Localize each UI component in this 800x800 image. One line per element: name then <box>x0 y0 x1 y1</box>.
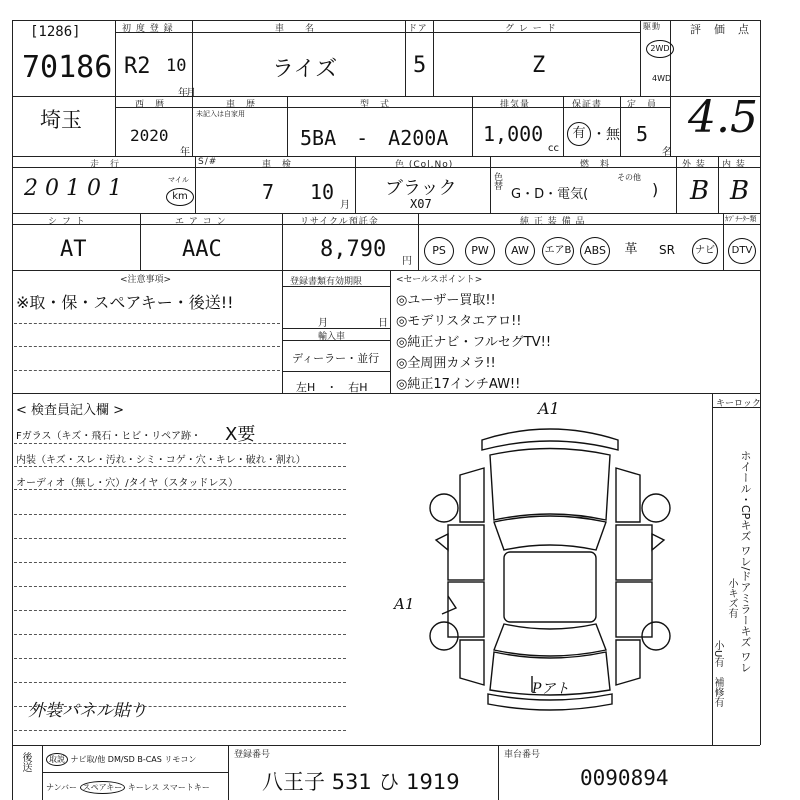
equip-dtv: DTV <box>728 238 756 264</box>
keylock-side-col2: 小キズ有 <box>726 578 737 618</box>
equip-airbag: エアB <box>542 237 574 265</box>
ac-value: AAC <box>182 237 222 262</box>
inspector-line-audio: オーディオ（無し・穴）/タイヤ（スタッドレス） <box>16 478 239 489</box>
handover-manual: 取説 <box>46 753 68 766</box>
capacity-label: 定 員 <box>627 100 658 110</box>
model-label: 型 式 <box>360 100 391 110</box>
color-code: X07 <box>410 197 432 211</box>
interior-grade: B <box>730 176 750 206</box>
plate-number: 八王子 531 ひ 1919 <box>262 770 460 794</box>
equip-navi: ナビ <box>692 238 718 264</box>
equip-sr: SR <box>659 243 675 257</box>
mileage-unit-km: km <box>166 188 194 206</box>
model-code: 5BA - A200A <box>300 126 449 150</box>
chassis-label: 車 歴 <box>226 100 257 110</box>
equip-pw: PW <box>465 237 495 265</box>
score-label: 評 価 点 <box>690 23 750 36</box>
handover-navi: ナビ取/他 <box>70 755 106 764</box>
equip-leather: 革 <box>624 242 638 257</box>
lot-small: [1286] <box>30 24 81 40</box>
registration-label: 登録書類有効期限 <box>290 277 363 287</box>
inspector-line-interior: 内装（キズ・スレ・汚れ・シミ・コゲ・穴・キレ・破れ・割れ） <box>16 455 306 466</box>
sales-point-3: ◎純正ナビ・フルセグTV!! <box>396 335 552 350</box>
ac-label: エ ア コ ン <box>175 217 227 227</box>
diagram-mark-side: A1 <box>394 595 415 613</box>
handover-spare-key: スペアキー <box>80 781 126 794</box>
warranty-label: 保証書 <box>572 100 603 110</box>
grade-value: Z <box>532 53 546 78</box>
color-name: ブラック <box>385 178 457 199</box>
chassis-number: 0090894 <box>580 766 669 790</box>
exterior-label: 外 装 <box>682 160 706 170</box>
chassis-note: 未記入は自家用 <box>196 110 245 118</box>
score-value: 4.5 <box>688 92 758 143</box>
sales-point-4: ◎全周囲カメラ!! <box>396 356 496 371</box>
mileage-label: 走 行 <box>90 160 121 170</box>
inspection-month-unit: 月 <box>340 200 350 211</box>
recycle-fee: 8,790 <box>320 237 387 262</box>
keylock-side-col3: 小U有 補修有 <box>712 640 723 708</box>
doors-label: ドア <box>408 24 428 34</box>
handover-keyless: キーレス <box>127 783 160 792</box>
sales-points-label: <セールスポイント> <box>396 275 483 285</box>
equip-ps: PS <box>424 237 454 265</box>
equip-abs: ABS <box>580 237 610 265</box>
mileage-value: 2 0 1 0 1 <box>24 176 122 201</box>
inspection-label: 車 検 <box>262 160 293 170</box>
recycle-label: リサイクル預託金 <box>300 217 379 227</box>
fuel-options: G・D・電気( <box>511 187 589 202</box>
import-type: ディーラー・並行 <box>292 352 380 365</box>
fuel-other: その他 <box>617 173 641 182</box>
month-unit: 月 <box>186 88 196 99</box>
drive-4wd: 4WD <box>652 74 672 83</box>
interior-label: 内 装 <box>722 160 746 170</box>
shift-label: シ フ ト <box>48 217 86 227</box>
displacement-label: 排気量 <box>500 100 531 110</box>
first-reg-label: 初 度 登 録 <box>122 24 174 34</box>
exterior-panel-note: 外装パネル貼り <box>28 701 147 721</box>
sales-point-2: ◎モデリスタエアロ!! <box>396 314 522 329</box>
drive-2wd: 2WD <box>646 40 674 58</box>
handover-dm: DM/SD <box>107 755 135 764</box>
western-year: 2020 <box>130 126 169 145</box>
color-label: 色 (Col.No) <box>395 160 454 170</box>
warranty-yes: 有 <box>567 122 591 146</box>
inspector-line-glass: Fガラス（キズ・飛石・ヒビ・リペア跡・ <box>16 431 202 442</box>
year-unit-2: 年 <box>180 147 190 158</box>
year-unit: 年 <box>178 88 188 99</box>
handover-remote: リモコン <box>164 755 197 764</box>
registration-month: 月 <box>318 318 328 329</box>
car-name: ライズ <box>272 57 338 82</box>
mileage-unit-mile: マイル <box>168 176 189 184</box>
capacity-unit: 名 <box>662 147 672 158</box>
keyless-label: ｶﾌﾟﾁｰﾀｰ類 <box>725 215 757 223</box>
equipment-label: 純 正 装 備 品 <box>520 217 586 227</box>
region: 埼玉 <box>40 108 82 132</box>
drive-label: 駆動 <box>643 22 661 31</box>
sales-point-1: ◎ユーザー買取!! <box>396 293 496 308</box>
fuel-label: 燃 料 <box>580 160 611 170</box>
handover-bcas: B-CAS <box>137 755 162 764</box>
notes-label: <注意事項> <box>120 275 172 285</box>
capacity: 5 <box>636 122 649 146</box>
keylock-label: キーロック <box>716 399 761 409</box>
lot-number: 70186 <box>22 50 113 85</box>
cc-unit: cc <box>548 143 559 154</box>
fuel-close: ) <box>652 180 659 199</box>
tax-label: S/# <box>198 157 218 167</box>
chassis-number-label: 車台番号 <box>504 750 541 760</box>
registration-day: 日 <box>378 318 388 329</box>
car-name-label: 車 名 <box>275 24 316 34</box>
inspection-year: 7 <box>262 180 275 204</box>
glass-note: X要 <box>225 424 256 445</box>
month-value: 10 <box>166 56 187 76</box>
western-label: 西 暦 <box>135 100 166 110</box>
color-change-label: 色替 <box>492 172 502 190</box>
inspection-month: 10 <box>310 180 335 204</box>
exterior-grade: B <box>690 176 710 206</box>
sales-point-5: ◎純正17インチAW!! <box>396 377 521 392</box>
warranty-no: ・無 <box>592 127 620 143</box>
import-label: 輸入車 <box>318 332 346 342</box>
shift-value: AT <box>60 237 87 262</box>
handover-plate: ナンバー <box>46 783 78 792</box>
grade-label: グ レ ー ド <box>505 24 557 34</box>
diagram-mark-front: A1 <box>538 399 560 418</box>
displacement: 1,000 <box>483 122 544 146</box>
handover-label: 後送 <box>20 752 31 772</box>
doors-value: 5 <box>413 53 427 78</box>
notes-text: ※取・保・スペアキー・後送!! <box>16 293 234 312</box>
handover-smart-key: スマートキー <box>161 783 210 792</box>
inspector-label: < 検査員記入欄 > <box>16 403 125 418</box>
plate-label: 登録番号 <box>234 750 271 760</box>
keylock-side-text: ホイール・CPキズ ワレ/ドアミラーキズ ワレ <box>739 450 752 674</box>
era-value: R2 <box>124 54 151 79</box>
recycle-unit: 円 <box>402 256 412 267</box>
equip-aw: AW <box>505 237 535 265</box>
handle-side: 左H ・ 右H <box>296 381 368 394</box>
diagram-mark-rear: Pアト <box>532 681 570 697</box>
